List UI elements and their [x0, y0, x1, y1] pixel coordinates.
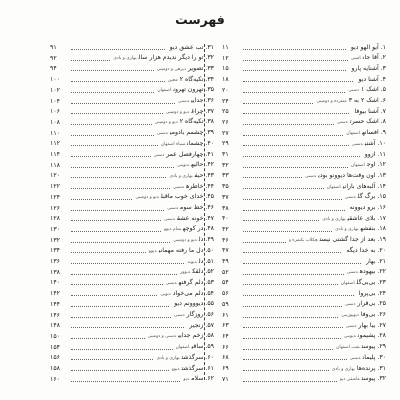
dot-leader	[71, 231, 161, 232]
toc-entry-poet: اصفهان	[175, 345, 190, 351]
toc-entry-poet: عاشقی دیو	[339, 377, 360, 383]
toc-entry	[50, 374, 214, 385]
dot-leader	[243, 338, 341, 339]
dot-leader	[243, 156, 360, 157]
toc-entry-poet: دسنی	[178, 99, 190, 104]
toc-entry-label: ۶۱. سرگذشت	[181, 364, 214, 372]
toc-entry-page-number: ۳۷	[222, 193, 229, 201]
toc-entry-label: ۱۶. برو دیوونه	[349, 204, 386, 211]
dot-leader	[243, 81, 353, 82]
toc-entry-page-number: ۴۹	[222, 258, 229, 265]
dot-leader	[243, 295, 354, 296]
dot-leader	[243, 284, 338, 285]
toc-entry-poet: چکلاب یکنفره و	[288, 238, 318, 244]
toc-entry-poet: دسنی	[305, 173, 317, 179]
toc-entry-page-number: ۱۰۶	[50, 108, 60, 116]
toc-entry-poet: بهاری و بادی	[113, 56, 137, 62]
dot-leader	[243, 70, 346, 71]
toc-entry-page-number: ۳۱	[222, 151, 229, 158]
toc-entry-label: ۸. اشک حسرت	[349, 118, 386, 126]
toc-entry-poet: متفرده و دومینی	[316, 99, 347, 104]
toc-entry-poet: دسنی	[351, 141, 363, 147]
toc-entry-label: ۴۳. حیف	[194, 171, 214, 179]
dot-leader	[71, 263, 184, 264]
toc-entry	[222, 245, 386, 256]
dot-leader	[243, 306, 342, 307]
toc-entry-poet: بهاری و بادی	[331, 366, 355, 372]
toc-entry-poet: دیوو	[148, 248, 157, 254]
toc-entry-page-number: ۲۷	[222, 129, 229, 137]
toc-entry-label: ۱۴. آلبه‌های بارانی	[342, 182, 386, 190]
dot-leader	[71, 145, 158, 146]
toc-entry-page-number: ۱۲۲	[50, 183, 60, 191]
toc-entry-page-number: ۱۱	[222, 44, 229, 51]
toc-entry	[222, 374, 386, 385]
toc-entry-poet: بهاری و بادی	[169, 173, 193, 179]
page-title: فهرست	[175, 12, 225, 27]
toc-entry-page-number: ۴۷	[222, 247, 229, 255]
toc-entry-label: ۲۶. بی‌وفا	[360, 311, 386, 318]
toc-entry-label: ۱۳. اون وقت‌ها دیوونو بودی	[318, 171, 386, 179]
toc-entry-page-number: ۵۲	[222, 268, 229, 276]
toc-entry-poet: دسنی	[348, 88, 359, 94]
toc-entry-poet: امینی	[350, 56, 361, 62]
toc-entry-poet: اصفهان	[340, 280, 355, 286]
dot-leader	[243, 188, 324, 189]
toc-entry-label: ۲۵. بی‌قرار	[357, 300, 386, 308]
toc-entry-page-number: ۱۰۸	[50, 118, 60, 126]
toc-entry-poet: اصفهان	[351, 163, 365, 169]
toc-entry-label: ۱۵. برگ گل	[357, 193, 386, 201]
dot-leader	[71, 81, 165, 82]
toc-entry-label: ۲۴. بی‌پروا	[358, 289, 386, 297]
toc-entry-label: ۳۵. تهرون تهرون	[173, 86, 214, 94]
dot-leader	[71, 242, 170, 243]
dot-leader	[71, 359, 153, 360]
toc-entry-poet: شام دیوو	[163, 227, 181, 233]
toc-entry-page-number: ۱۲	[222, 54, 229, 62]
toc-entry-page-number: ۹۲	[50, 54, 57, 62]
toc-entry-poet: دسنی	[174, 313, 185, 318]
toc-entry-poet: اصفهان	[346, 131, 361, 137]
toc-entry-label: ۶۲. سلام	[191, 375, 214, 383]
toc-entry-page-number: ۱۱۸	[50, 161, 60, 169]
toc-entry-label: ۳۴. تکیه‌گاه ۲	[179, 75, 214, 83]
toc-entry-page-number: ۶۱	[222, 311, 229, 319]
dot-leader	[243, 177, 302, 178]
dot-leader	[243, 381, 337, 382]
toc-entry-page-number: ۲۴	[222, 97, 229, 105]
toc-entry-label: ۲۳. بی‌بی‌گل	[356, 278, 386, 286]
dot-leader	[243, 220, 319, 221]
toc-entry-poet: دسنی	[346, 270, 358, 276]
toc-entry-page-number: ۱۴۴	[50, 300, 60, 308]
dot-leader	[243, 199, 342, 200]
toc-entry-page-number: ۳۸	[222, 204, 229, 212]
dot-leader	[243, 370, 329, 371]
toc-entry-poet: دسنی	[344, 302, 356, 308]
toc-entry-page-number: ۱۶۰	[50, 375, 60, 383]
toc-entry-poet: دیرهی و دومینی	[156, 66, 186, 72]
toc-entry	[222, 138, 386, 149]
toc-entry-label: ۲۱. بهار	[365, 257, 386, 265]
toc-entry-label: ۴۹. دل	[198, 236, 214, 244]
toc-entry-page-number: ۶۹	[222, 365, 229, 372]
dot-leader	[243, 263, 361, 264]
dot-leader	[71, 167, 174, 168]
toc-entry-poet: دیوینی	[177, 163, 190, 169]
toc-entry-label: ۵۸. زخم جدایی	[178, 332, 214, 340]
toc-entry-page-number: ۶۶	[222, 343, 229, 351]
toc-entry-page-number: ۱۰۴	[50, 97, 60, 105]
toc-entry-label: ۲۲. بیهوده	[359, 268, 386, 276]
toc-entry-page-number: ۱۰۲	[50, 86, 60, 94]
toc-entry-poet: شب اصفهان	[336, 345, 360, 351]
toc-entry-page-number: ۳۳	[222, 172, 229, 180]
toc-entry-page-number: ۵۶	[222, 290, 229, 298]
toc-entry-poet: دیویی	[160, 291, 171, 297]
toc-entry-poet: دیوبنی	[343, 334, 356, 340]
toc-entry-poet: دسنی	[164, 216, 176, 222]
dot-leader	[243, 92, 345, 93]
toc-entry-label: ۳۰. پلیمان	[362, 353, 386, 361]
toc-entry-page-number: ۲۶	[222, 118, 229, 126]
toc-entry-label: ۵۵. دیووونم دیو	[174, 300, 214, 308]
dot-leader	[71, 252, 146, 253]
toc-entry-label: ۶. اشک ۲ به ۳	[348, 97, 386, 104]
toc-column-left	[50, 42, 214, 384]
toc-entry-page-number: ۵۴	[222, 279, 229, 287]
toc-entry-poet: دیویوزینی	[341, 313, 359, 318]
dot-leader	[71, 156, 151, 157]
toc-entry-poet: دیو و دومینی	[154, 120, 178, 126]
toc-entry-page-number: ۹۱	[50, 44, 57, 51]
dot-leader	[243, 49, 346, 50]
toc-entry-label: ۵۶. روزگار	[186, 311, 214, 318]
toc-entry-label: ۲. آقا جان	[362, 54, 386, 62]
toc-entry-label: ۱۸. بنفشه	[360, 225, 386, 233]
toc-entry-label: ۴۸. در کوچه	[182, 225, 214, 233]
toc-entry-page-number: ۱۲۶	[50, 204, 60, 212]
toc-entry-poet: دیونه	[187, 259, 197, 265]
toc-entry-poet: دسنی	[349, 355, 361, 361]
toc-entry-page-number: ۴۶	[222, 236, 229, 244]
toc-entry-label: ۱۲. اوج	[366, 161, 386, 169]
toc-entry-page-number: ۱۴۲	[50, 290, 60, 298]
toc-entry-label: ۲۹. پیوست	[361, 343, 386, 351]
toc-entry-page-number: ۷۱	[222, 375, 229, 383]
dot-leader	[243, 210, 345, 211]
toc-entry-poet: دسنی	[173, 184, 185, 190]
toc-entry-poet: دیو و دومینی	[165, 109, 190, 115]
dot-leader	[71, 188, 170, 189]
dot-leader	[71, 135, 154, 136]
dot-leader	[243, 231, 332, 232]
toc-entry-page-number: ۶۳	[222, 322, 229, 330]
dot-leader	[71, 92, 154, 93]
toc-entry-label: ۱۷. بلای عاشقی	[347, 214, 386, 222]
dot-leader	[71, 327, 184, 328]
toc-entry-poet: دسنی	[156, 131, 168, 137]
dot-leader	[243, 167, 348, 168]
toc-entry-poet: دسنی و دومینی	[147, 334, 177, 340]
toc-entry-label: ۵. اشک ۱	[361, 86, 386, 94]
toc-entry-poet: سیاه اصفهان	[160, 141, 185, 147]
toc-entry-label: ۴۴. خاطره	[186, 182, 214, 190]
toc-entry-label: ۴۰. چشمان	[186, 139, 214, 147]
toc-entry-poet: بهاری و بادی	[322, 216, 346, 222]
toc-entry-label: ۳۱. تب عشق دیو	[169, 43, 214, 51]
toc-entry-poet: مجین	[167, 77, 178, 83]
toc-entry-poet: دسنی	[167, 206, 179, 211]
toc-entry-page-number: ۶۴	[222, 332, 229, 340]
toc-entry-label: ۴۱. چهارفصل عمر	[166, 150, 214, 158]
toc-entry-page-number: ۱۸	[222, 76, 229, 84]
dot-leader	[71, 49, 165, 50]
toc-entry-label: ۲۷. بیا بهار	[358, 321, 386, 329]
dot-leader	[71, 60, 110, 61]
toc-entry-label: ۳۲. پیوست	[361, 375, 386, 383]
dot-leader	[243, 349, 333, 350]
dot-leader	[71, 113, 163, 114]
toc-entry-label: ۳۲. تو را دیگر ندیدم هزار سال	[138, 54, 214, 62]
toc-entry-poet: دسنی	[153, 152, 165, 158]
dot-leader	[71, 295, 157, 296]
toc-entry-page-number: ۱۵۴	[50, 343, 60, 351]
toc-entry-page-number: ۱۱۲	[50, 140, 60, 148]
dot-leader	[71, 70, 154, 71]
dot-leader	[243, 135, 343, 136]
toc-entry-page-number: ۱۵۶	[50, 354, 60, 362]
toc-entry-poet: اصفهان	[157, 88, 172, 94]
toc-entry-page-number: ۱۲۴	[50, 193, 60, 201]
dot-leader	[71, 274, 177, 275]
dot-leader	[71, 199, 132, 200]
toc-entry-label: ۴۲. حالیه	[191, 161, 214, 169]
toc-entry-page-number: ۱۴۰	[50, 279, 60, 287]
dot-leader	[71, 220, 161, 221]
toc-entry-page-number: ۲۵	[222, 108, 229, 116]
toc-entry-label: ۳۷. چراغ	[191, 107, 214, 115]
dot-leader	[243, 327, 343, 328]
toc-entry-label: ۴۶. خط سوم	[180, 204, 214, 211]
toc-entry-label: ۹. افسانه	[362, 129, 386, 137]
dot-leader	[243, 252, 341, 253]
toc-entry-label: ۴۷. خونه عشق	[177, 214, 214, 222]
toc-entry-page-number: ۱۵	[222, 65, 229, 73]
toc-entry-label: ۵۴. دلم می‌خواد	[172, 289, 214, 297]
dot-leader	[71, 124, 152, 125]
dot-leader	[71, 177, 166, 178]
toc-entry-label: ۲۸. پشیمون	[357, 332, 386, 340]
toc-entry-page-number: ۱۳۲	[50, 236, 60, 244]
dot-leader	[243, 359, 347, 360]
dot-leader	[71, 370, 169, 371]
toc-entry-page-number: ۱۲۸	[50, 215, 60, 223]
toc-entry-label: ۳۶. جدایی	[191, 97, 214, 104]
toc-entry-label: ۳۳. تصویر	[187, 64, 214, 72]
toc-entry-page-number: ۱۱۴	[50, 151, 60, 158]
toc-entry-page-number: ۶۸	[222, 354, 229, 362]
toc-entry-page-number: ۱۳۴	[50, 247, 60, 255]
dot-leader	[243, 60, 348, 61]
toc-entry-page-number: ۱۳۸	[50, 268, 60, 276]
toc-entry-label: ۷. آشنا بیوفا	[354, 107, 386, 115]
toc-entry-page-number: ۹۴	[50, 65, 57, 73]
toc-entry-poet: بهاری و بادی	[156, 355, 180, 361]
dot-leader	[243, 317, 338, 318]
toc-entry-page-number: ۱۳۰	[50, 225, 60, 233]
toc-entry-label: ۱۰. آشتی	[364, 139, 386, 147]
toc-entry-label: ۵۷. زنجیر	[189, 321, 214, 329]
toc-entry-title	[183, 373, 214, 385]
toc-entry-label: ۱۱. ازوو	[364, 150, 386, 158]
toc-entry-label: ۴. آشنا دیو	[358, 75, 386, 83]
toc-entry-page-number: ۱۳۶	[50, 258, 60, 265]
toc-entry-poet: دیو	[183, 377, 190, 383]
dot-leader	[71, 210, 164, 211]
toc-entry-label: ۵۱. دل	[198, 257, 214, 265]
toc-entry-poet: دیو و دومینی	[173, 238, 197, 244]
dot-leader	[243, 145, 349, 146]
toc-entry-page-number: ۱۵۸	[50, 365, 60, 372]
dot-leader	[243, 113, 349, 114]
dot-leader	[71, 317, 171, 318]
toc-entry-page-number: ۱۴۸	[50, 322, 60, 330]
dot-leader	[243, 242, 286, 243]
toc-entry-label: ۲۰. به خدا دیگه	[346, 246, 386, 254]
dot-leader	[71, 349, 173, 350]
toc-entry-label: ۵۰. دل ما رفته مهمانی	[158, 246, 214, 254]
toc-entry-poet: دسنی	[165, 280, 177, 286]
toc-entry-page-number: ۵۹	[222, 300, 229, 308]
toc-entry-page-number: ۱۵۰	[50, 332, 60, 340]
toc-entry-label: ۳۱. پرنده‌ها	[356, 364, 386, 372]
toc-entry-label: ۵۳. دلم گرفته	[178, 278, 214, 286]
toc-entry-page-number: ۲۰	[222, 86, 229, 94]
dot-leader	[243, 124, 334, 125]
toc-entry-label: ۳. آشنایه پارو	[351, 64, 386, 72]
toc-entry-page-number: ۱۱۰	[50, 129, 60, 137]
toc-entry-label: ۴۵. خدای خوب ماقبل	[160, 193, 214, 201]
dot-leader	[71, 306, 169, 307]
toc-entry-page-number: ۴۲	[222, 225, 229, 233]
toc-entry-poet: دسنی	[336, 120, 348, 126]
dot-leader	[71, 381, 180, 382]
toc-entry-page-number: ۱۴۶	[50, 311, 60, 319]
dot-leader	[71, 284, 163, 285]
toc-entry-page-number: ۳۲	[222, 161, 229, 169]
toc-entry-label: ۵۹. ساقی	[191, 343, 214, 351]
dot-leader	[243, 274, 344, 275]
toc-entry-label: ۱. آیو الهو دیو	[350, 43, 386, 51]
toc-entry-poet: دسنی	[344, 195, 356, 201]
toc-entry-page-number: ۱۰۰	[50, 76, 60, 84]
dot-leader	[243, 103, 313, 104]
toc-entry-label: ۵۲. دلقک	[192, 268, 214, 276]
toc-entry-page-number: ۳۵	[222, 183, 229, 191]
dot-leader	[71, 103, 175, 104]
toc-entry-poet: بهاری و بادی	[335, 227, 359, 233]
toc-entry-poet: دیوو	[171, 366, 180, 372]
toc-entry-title	[340, 373, 386, 385]
toc-entry-poet: دیو و دومینی	[135, 195, 159, 201]
toc-entry-label: ۳۸. تکیه‌گاه ۲	[179, 118, 214, 126]
toc-entry-page-number: ۱۲۰	[50, 172, 60, 180]
toc-entry-poet: دسنی	[345, 323, 357, 329]
toc-entry-label: ۶۰. سرگذشت	[181, 353, 214, 361]
toc-column-right	[222, 42, 386, 384]
toc-entry-page-number: ۴۰	[222, 215, 229, 223]
dot-leader	[71, 338, 145, 339]
toc-entry-label: ۳۹. چشمم بادومی	[169, 129, 214, 137]
toc-entry-page-number: ۲۹	[222, 140, 229, 148]
toc-entry-poet: دیوور	[180, 270, 191, 276]
toc-entry-poet: اصفهان	[326, 184, 341, 190]
toc-entry-label: ۱۹. بعد از جدا گشتی نیست	[319, 236, 386, 244]
